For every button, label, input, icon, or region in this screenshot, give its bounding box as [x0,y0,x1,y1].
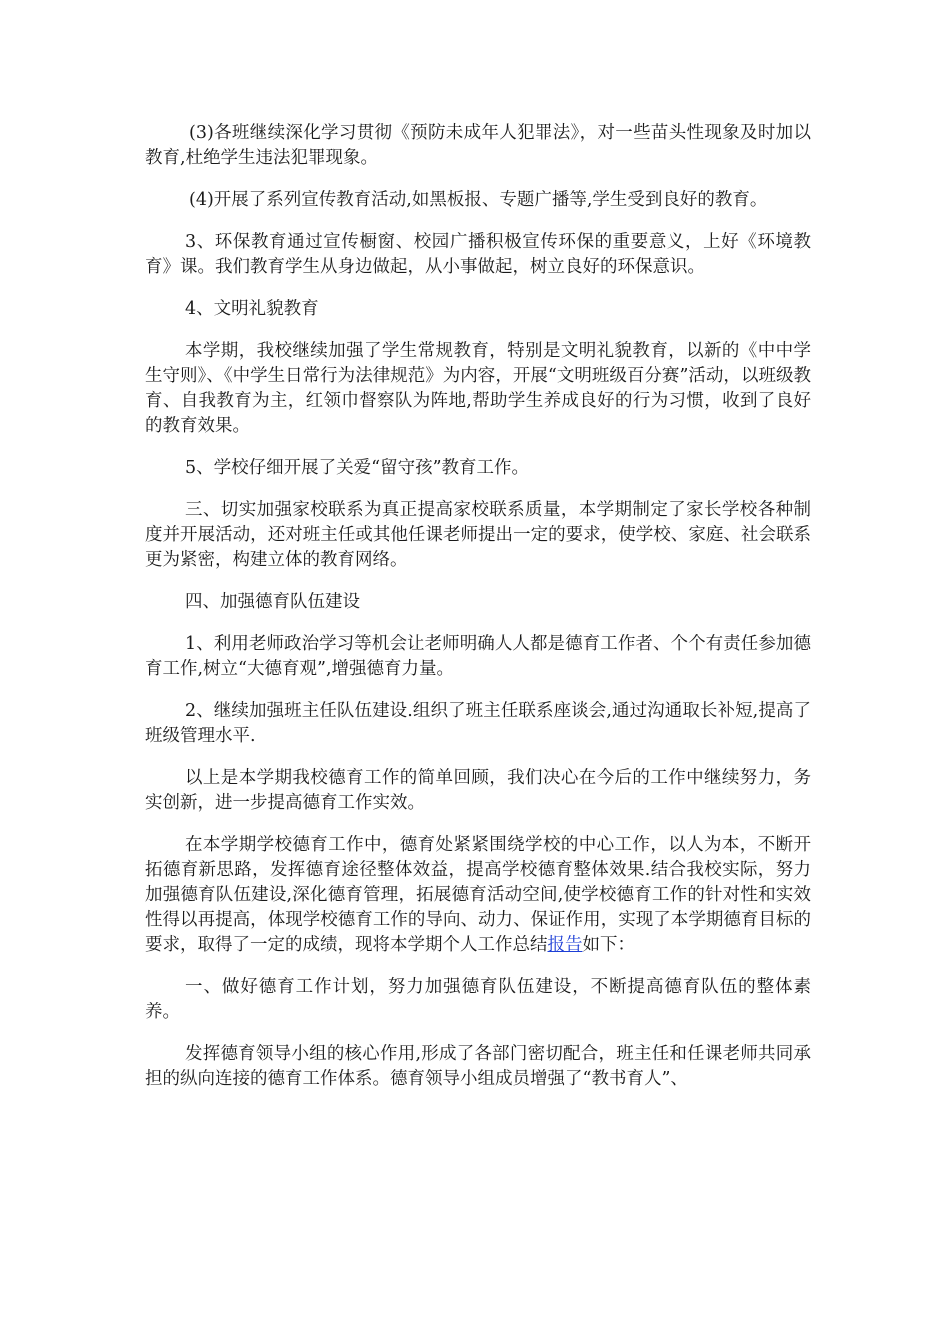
heading-courtesy-education: 4、文明礼貌教育 [185,299,319,319]
paragraph-class-teacher-team: 2、继续加强班主任队伍建设.组织了班主任联系座谈会,通过沟通取长补短,提高了班级管理水平. [145,701,811,746]
paragraph-environment-education: 3、环保教育通过宣传橱窗、校园广播积极宣传环保的重要意义，上好《环境教育》课。我们教育学生从身边做起，从小事做起，树立良好的环保意识。 [145,232,811,277]
summary-text-end: 如下： [582,935,635,955]
heading-team-building: 四、加强德育队伍建设 [185,592,360,612]
document-body [145,121,811,1109]
paragraph-work-plan: 一、做好德育工作计划，努力加强德育队伍建设，不断提高德育队伍的整体素养。 [145,977,811,1022]
paragraph-review-conclusion: 以上是本学期我校德育工作的简单回顾，我们决心在今后的工作中继续努力，务实创新，进一步提高德育工作实效。 [145,768,811,813]
paragraph-item-3: (3)各班继续深化学习贯彻《预防未成年人犯罪法》，对一些苗头性现象及时加以教育,杜绝学生违法犯罪现象。 [145,123,811,168]
paragraph-item-4: (4)开展了系列宣传教育活动,如黑板报、专题广播等,学生受到良好的教育。 [189,190,768,210]
report-link[interactable]: 报告 [547,935,583,955]
paragraph-courtesy-education: 本学期，我校继续加强了学生常规教育，特别是文明礼貌教育，以新的《中中学生守则》、《中学生日常行为法律规范》为内容，开展“文明班级百分赛”活动，以班级教育、自我教育为主，红领巾督察队为阵地,帮助学生养成良好的行为习惯，收到了良好的教育效果。 [145,341,811,436]
summary-text: 在本学期学校德育工作中，德育处紧紧围绕学校的中心工作，以人为本，不断开拓德育新思路，发挥德育途径整体效益，提高学校德育整体效果.结合我校实际，努力加强德育队伍建设,深化德育管理，拓展德育活动空间,使学校德育工作的针对性和实效性得以再提高，体现学校德育工作的导向、动力、保证作用，实现了本学期德育目标的要求，取得了一定的成绩，现将本学期个人工作总结 [145,835,811,955]
paragraph-home-school-contact: 三、切实加强家校联系为真正提高家校联系质量，本学期制定了家长学校各种制度并开展活动，还对班主任或其他任课老师提出一定的要求，使学校、家庭、社会联系更为紧密，构建立体的教育网络。 [145,500,811,570]
paragraph-leadership-group: 发挥德育领导小组的核心作用,形成了各部门密切配合，班主任和任课老师共同承担的纵向连接的德育工作体系。德育领导小组成员增强了“教书育人”、 [145,1044,811,1089]
paragraph-teacher-study: 1、利用老师政治学习等机会让老师明确人人都是德育工作者、个个有责任参加德育工作,树立“大德育观”,增强德育力量。 [145,634,811,679]
paragraph-semester-summary [145,833,811,958]
paragraph-left-behind-children: 5、学校仔细开展了关爱“留守孩”教育工作。 [185,458,530,478]
